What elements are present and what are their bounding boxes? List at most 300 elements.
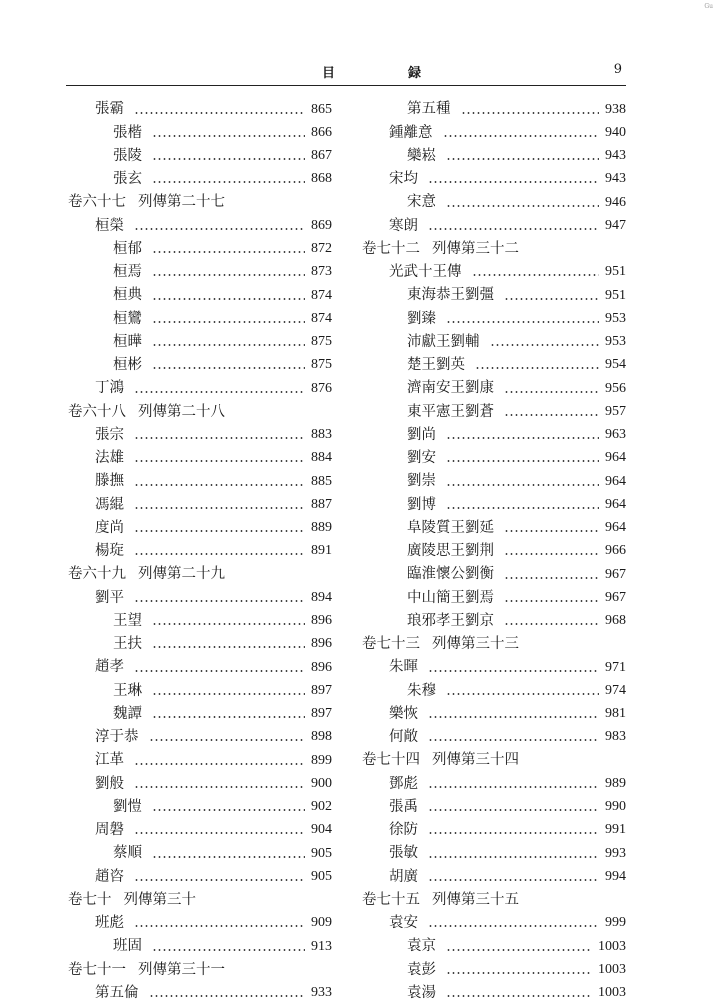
entry-page-number: 951 xyxy=(605,287,626,303)
entry-page-number: 990 xyxy=(605,799,626,815)
chapter-title: 列傳第三十四 xyxy=(432,752,519,769)
toc-entry[interactable] xyxy=(362,98,626,121)
entry-name: 寒朗 xyxy=(389,217,418,234)
entry-page-number: 968 xyxy=(605,613,626,629)
dot-leader xyxy=(504,414,599,416)
dot-leader xyxy=(446,321,599,323)
entry-page-number: 951 xyxy=(605,264,626,280)
dot-leader xyxy=(428,739,599,741)
dot-leader xyxy=(152,298,305,300)
toc-entry[interactable] xyxy=(68,145,332,168)
page-title: 目 録 xyxy=(322,66,452,81)
dot-leader xyxy=(152,949,305,951)
entry-page-number: 993 xyxy=(605,845,626,861)
dot-leader xyxy=(504,577,599,579)
entry-name: 法雄 xyxy=(95,450,124,467)
entry-page-number: 897 xyxy=(311,706,332,722)
chapter-title: 列傳第三十五 xyxy=(432,891,519,908)
entry-page-number: 874 xyxy=(311,310,332,326)
toc-column-left xyxy=(68,98,332,1005)
entry-name: 滕撫 xyxy=(95,473,124,490)
entry-page-number: 899 xyxy=(311,752,332,768)
toc-entry[interactable] xyxy=(68,261,332,284)
entry-name: 袁彭 xyxy=(407,961,436,978)
entry-name: 蔡順 xyxy=(113,845,142,862)
chapter-title: 列傳第二十七 xyxy=(138,194,225,211)
dot-leader xyxy=(443,135,600,137)
dot-leader xyxy=(428,670,599,672)
chapter-title: 列傳第三十二 xyxy=(432,240,519,257)
entry-page-number: 896 xyxy=(311,613,332,629)
toc-entry[interactable] xyxy=(362,470,626,493)
entry-page-number: 964 xyxy=(605,520,626,536)
entry-name: 周磐 xyxy=(95,822,124,839)
entry-page-number: 866 xyxy=(311,124,332,140)
entry-page-number: 964 xyxy=(605,473,626,489)
entry-page-number: 957 xyxy=(605,403,626,419)
dot-leader xyxy=(504,623,599,625)
toc-entry[interactable] xyxy=(362,121,626,144)
dot-leader xyxy=(446,949,592,951)
chapter-heading xyxy=(362,749,626,772)
entry-name: 張楷 xyxy=(113,124,142,141)
dot-leader xyxy=(446,437,599,439)
dot-leader xyxy=(134,460,305,462)
toc-entry[interactable] xyxy=(68,214,332,237)
entry-name: 劉愷 xyxy=(113,798,142,815)
entry-page-number: 897 xyxy=(311,682,332,698)
header-rule xyxy=(66,85,626,86)
toc-entry[interactable] xyxy=(68,796,332,819)
entry-name: 丁鴻 xyxy=(95,380,124,397)
dot-leader xyxy=(152,344,305,346)
entry-page-number: 964 xyxy=(605,496,626,512)
toc-entry[interactable] xyxy=(362,982,626,1005)
toc-entry[interactable] xyxy=(362,610,626,633)
entry-page-number: 999 xyxy=(605,915,626,931)
entry-page-number: 872 xyxy=(311,241,332,257)
entry-name: 第五種 xyxy=(407,101,451,118)
dot-leader xyxy=(152,251,305,253)
entry-name: 魏譚 xyxy=(113,705,142,722)
entry-name: 鍾離意 xyxy=(389,124,433,141)
dot-leader xyxy=(134,832,305,834)
page-number: 9 xyxy=(613,62,622,77)
toc-entry[interactable] xyxy=(362,354,626,377)
dot-leader xyxy=(152,274,305,276)
entry-name: 樂恢 xyxy=(389,705,418,722)
toc-entry[interactable] xyxy=(362,865,626,888)
entry-page-number: 967 xyxy=(605,589,626,605)
entry-name: 桓典 xyxy=(113,287,142,304)
entry-name: 鄧彪 xyxy=(389,775,418,792)
chapter-heading xyxy=(362,633,626,656)
chapter-volume: 卷七十三 xyxy=(362,636,420,653)
dot-leader xyxy=(428,181,599,183)
entry-page-number: 946 xyxy=(605,194,626,210)
entry-name: 張霸 xyxy=(95,101,124,118)
dot-leader xyxy=(134,925,305,927)
entry-name: 王琳 xyxy=(113,682,142,699)
entry-page-number: 887 xyxy=(311,496,332,512)
toc-entry[interactable] xyxy=(68,540,332,563)
dot-leader xyxy=(446,972,592,974)
entry-page-number: 943 xyxy=(605,148,626,164)
chapter-volume: 卷七十二 xyxy=(362,240,420,257)
chapter-volume: 卷七十四 xyxy=(362,752,420,769)
entry-name: 東海恭王劉彊 xyxy=(407,287,494,304)
entry-page-number: 989 xyxy=(605,775,626,791)
entry-page-number: 883 xyxy=(311,427,332,443)
dot-leader xyxy=(152,646,305,648)
entry-name: 東平憲王劉蒼 xyxy=(407,403,494,420)
dot-leader xyxy=(428,809,599,811)
entry-name: 第五倫 xyxy=(95,984,139,1001)
dot-leader xyxy=(152,135,305,137)
dot-leader xyxy=(446,484,599,486)
entry-page-number: 875 xyxy=(311,357,332,373)
chapter-heading xyxy=(68,889,332,912)
toc-column-right xyxy=(362,98,626,1005)
entry-name: 沛獻王劉輔 xyxy=(407,333,480,350)
entry-page-number: 974 xyxy=(605,682,626,698)
entry-name: 劉崇 xyxy=(407,473,436,490)
dot-leader xyxy=(461,112,600,114)
dot-leader xyxy=(152,321,305,323)
toc-entry[interactable] xyxy=(68,703,332,726)
toc-entry[interactable] xyxy=(68,610,332,633)
dot-leader xyxy=(504,298,599,300)
entry-name: 廣陵思王劉荆 xyxy=(407,543,494,560)
toc-entry[interactable] xyxy=(68,749,332,772)
entry-page-number: 1003 xyxy=(598,938,626,954)
chapter-heading xyxy=(68,400,332,423)
entry-page-number: 981 xyxy=(605,706,626,722)
dot-leader xyxy=(152,809,305,811)
entry-page-number: 896 xyxy=(311,636,332,652)
entry-page-number: 874 xyxy=(311,287,332,303)
entry-name: 朱暉 xyxy=(389,659,418,676)
entry-page-number: 963 xyxy=(605,427,626,443)
entry-page-number: 869 xyxy=(311,217,332,233)
entry-name: 楚王劉英 xyxy=(407,357,465,374)
toc-entry[interactable] xyxy=(68,168,332,191)
entry-page-number: 967 xyxy=(605,566,626,582)
dot-leader xyxy=(475,367,599,369)
toc-entry[interactable] xyxy=(362,540,626,563)
entry-name: 張敏 xyxy=(389,845,418,862)
toc-entry[interactable] xyxy=(362,958,626,981)
entry-page-number: 966 xyxy=(605,543,626,559)
toc-entry[interactable] xyxy=(362,679,626,702)
entry-name: 欒崧 xyxy=(407,147,436,164)
toc-entry[interactable] xyxy=(362,586,626,609)
entry-name: 劉般 xyxy=(95,775,124,792)
chapter-title: 列傳第三十三 xyxy=(432,636,519,653)
toc-entry[interactable] xyxy=(68,865,332,888)
entry-name: 琅邪孝王劉京 xyxy=(407,612,494,629)
entry-page-number: 896 xyxy=(311,659,332,675)
toc-entry[interactable] xyxy=(362,284,626,307)
entry-page-number: 971 xyxy=(605,659,626,675)
toc-entry[interactable] xyxy=(362,563,626,586)
toc-entry[interactable] xyxy=(362,726,626,749)
toc-entry[interactable] xyxy=(362,935,626,958)
entry-name: 張玄 xyxy=(113,171,142,188)
entry-page-number: 913 xyxy=(311,938,332,954)
chapter-volume: 卷六十七 xyxy=(68,194,126,211)
entry-name: 度尚 xyxy=(95,519,124,536)
entry-page-number: 933 xyxy=(311,985,332,1001)
toc-entry[interactable] xyxy=(68,447,332,470)
chapter-volume: 卷六十九 xyxy=(68,566,126,583)
dot-leader xyxy=(490,344,600,346)
entry-page-number: 904 xyxy=(311,822,332,838)
dot-leader xyxy=(446,460,599,462)
entry-name: 袁安 xyxy=(389,915,418,932)
entry-name: 劉尚 xyxy=(407,426,436,443)
entry-name: 趙孝 xyxy=(95,659,124,676)
dot-leader xyxy=(152,367,305,369)
dot-leader xyxy=(134,507,305,509)
toc-entry[interactable] xyxy=(68,354,332,377)
toc-entry[interactable] xyxy=(68,517,332,540)
entry-page-number: 909 xyxy=(311,915,332,931)
entry-page-number: 938 xyxy=(605,101,626,117)
toc-entry[interactable] xyxy=(68,656,332,679)
dot-leader xyxy=(134,391,305,393)
toc-entry[interactable] xyxy=(68,238,332,261)
toc-entry[interactable] xyxy=(68,424,332,447)
chapter-title: 列傳第二十九 xyxy=(138,566,225,583)
dot-leader xyxy=(152,856,305,858)
dot-leader xyxy=(428,856,599,858)
dot-leader xyxy=(446,507,599,509)
dot-leader xyxy=(134,670,305,672)
dot-leader xyxy=(504,391,599,393)
toc-entry[interactable] xyxy=(362,493,626,516)
entry-name: 何敞 xyxy=(389,729,418,746)
toc-entry[interactable] xyxy=(68,935,332,958)
toc-entry[interactable] xyxy=(362,796,626,819)
dot-leader xyxy=(446,205,599,207)
toc-entry[interactable] xyxy=(68,842,332,865)
entry-page-number: 898 xyxy=(311,729,332,745)
entry-name: 中山簡王劉焉 xyxy=(407,589,494,606)
toc-entry[interactable] xyxy=(68,470,332,493)
dot-leader xyxy=(134,228,305,230)
toc-entry[interactable] xyxy=(68,982,332,1005)
dot-leader xyxy=(504,553,599,555)
entry-page-number: 994 xyxy=(605,868,626,884)
entry-page-number: 873 xyxy=(311,264,332,280)
toc-entry[interactable] xyxy=(362,517,626,540)
dot-leader xyxy=(134,112,305,114)
entry-name: 宋意 xyxy=(407,194,436,211)
dot-leader xyxy=(149,739,306,741)
dot-leader xyxy=(428,832,599,834)
dot-leader xyxy=(134,786,305,788)
dot-leader xyxy=(504,600,599,602)
dot-leader xyxy=(152,158,305,160)
dot-leader xyxy=(472,274,600,276)
toc-entry[interactable] xyxy=(362,214,626,237)
entry-name: 江革 xyxy=(95,752,124,769)
entry-page-number: 947 xyxy=(605,217,626,233)
toc-entry[interactable] xyxy=(68,726,332,749)
entry-name: 劉平 xyxy=(95,589,124,606)
entry-name: 張禹 xyxy=(389,798,418,815)
chapter-volume: 卷七十 xyxy=(68,891,112,908)
toc-entry[interactable] xyxy=(68,307,332,330)
dot-leader xyxy=(446,995,592,997)
entry-name: 王扶 xyxy=(113,636,142,653)
chapter-title: 列傳第二十八 xyxy=(138,403,225,420)
entry-page-number: 865 xyxy=(311,101,332,117)
entry-page-number: 867 xyxy=(311,148,332,164)
entry-page-number: 900 xyxy=(311,775,332,791)
toc-entry[interactable] xyxy=(68,679,332,702)
entry-name: 劉博 xyxy=(407,496,436,513)
toc-entry[interactable] xyxy=(68,586,332,609)
toc-entry[interactable] xyxy=(362,331,626,354)
entry-name: 劉臻 xyxy=(407,310,436,327)
chapter-title: 列傳第三十一 xyxy=(138,961,225,978)
toc-entry[interactable] xyxy=(362,842,626,865)
toc-entry[interactable] xyxy=(362,772,626,795)
entry-page-number: 954 xyxy=(605,357,626,373)
entry-page-number: 940 xyxy=(605,124,626,140)
toc-entry[interactable] xyxy=(362,400,626,423)
entry-name: 班彪 xyxy=(95,915,124,932)
toc-entry[interactable] xyxy=(362,307,626,330)
toc-entry[interactable] xyxy=(68,912,332,935)
chapter-title: 列傳第三十 xyxy=(123,891,196,908)
entry-page-number: 905 xyxy=(311,868,332,884)
entry-name: 桓焉 xyxy=(113,264,142,281)
toc-entry[interactable] xyxy=(362,447,626,470)
entry-page-number: 964 xyxy=(605,450,626,466)
entry-name: 桓曄 xyxy=(113,333,142,350)
entry-page-number: 894 xyxy=(311,589,332,605)
entry-page-number: 885 xyxy=(311,473,332,489)
entry-page-number: 891 xyxy=(311,543,332,559)
dot-leader xyxy=(428,228,599,230)
toc-entry[interactable] xyxy=(362,145,626,168)
toc-entry[interactable] xyxy=(362,656,626,679)
chapter-volume: 卷六十八 xyxy=(68,403,126,420)
entry-page-number: 868 xyxy=(311,171,332,187)
toc-entry[interactable] xyxy=(68,772,332,795)
toc-entry[interactable] xyxy=(68,331,332,354)
dot-leader xyxy=(152,623,305,625)
entry-name: 阜陵質王劉延 xyxy=(407,519,494,536)
entry-name: 劉安 xyxy=(407,450,436,467)
chapter-heading xyxy=(362,238,626,261)
entry-name: 光武十王傳 xyxy=(389,264,462,281)
chapter-heading xyxy=(68,958,332,981)
toc-entry[interactable] xyxy=(362,377,626,400)
dot-leader xyxy=(134,600,305,602)
toc-entry[interactable] xyxy=(68,121,332,144)
entry-page-number: 902 xyxy=(311,799,332,815)
entry-name: 桓彬 xyxy=(113,357,142,374)
dot-leader xyxy=(152,716,305,718)
chapter-heading xyxy=(362,889,626,912)
chapter-volume: 卷七十一 xyxy=(68,961,126,978)
dot-leader xyxy=(446,693,599,695)
dot-leader xyxy=(428,925,599,927)
toc-entry[interactable] xyxy=(68,493,332,516)
dot-leader xyxy=(446,158,599,160)
dot-leader xyxy=(152,181,305,183)
entry-page-number: 905 xyxy=(311,845,332,861)
entry-name: 桓郁 xyxy=(113,240,142,257)
entry-name: 濟南安王劉康 xyxy=(407,380,494,397)
toc-entry[interactable] xyxy=(362,191,626,214)
dot-leader xyxy=(134,553,305,555)
entry-page-number: 1003 xyxy=(598,985,626,1001)
toc-entry[interactable] xyxy=(362,168,626,191)
toc-entry[interactable] xyxy=(362,261,626,284)
entry-name: 徐防 xyxy=(389,822,418,839)
dot-leader xyxy=(134,530,305,532)
chapter-heading xyxy=(68,191,332,214)
entry-page-number: 943 xyxy=(605,171,626,187)
dot-leader xyxy=(149,995,306,997)
dot-leader xyxy=(428,716,599,718)
dot-leader xyxy=(134,437,305,439)
entry-name: 袁湯 xyxy=(407,984,436,1001)
dot-leader xyxy=(428,879,599,881)
entry-name: 張宗 xyxy=(95,426,124,443)
entry-name: 朱穆 xyxy=(407,682,436,699)
dot-leader xyxy=(134,763,305,765)
toc-entry[interactable] xyxy=(362,819,626,842)
toc-entry[interactable] xyxy=(68,633,332,656)
entry-page-number: 1003 xyxy=(598,961,626,977)
toc-entry[interactable] xyxy=(362,912,626,935)
entry-page-number: 953 xyxy=(605,334,626,350)
entry-name: 臨淮懷公劉衡 xyxy=(407,566,494,583)
dot-leader xyxy=(504,530,599,532)
entry-name: 桓榮 xyxy=(95,217,124,234)
dot-leader xyxy=(134,484,305,486)
entry-name: 張陵 xyxy=(113,147,142,164)
entry-page-number: 953 xyxy=(605,310,626,326)
entry-name: 桓鸞 xyxy=(113,310,142,327)
entry-name: 淳于恭 xyxy=(95,729,139,746)
page-header xyxy=(66,58,626,86)
toc-entry[interactable] xyxy=(362,424,626,447)
entry-name: 胡廣 xyxy=(389,868,418,885)
toc-entry[interactable] xyxy=(68,98,332,121)
entry-page-number: 991 xyxy=(605,822,626,838)
entry-name: 趙咨 xyxy=(95,868,124,885)
entry-page-number: 983 xyxy=(605,729,626,745)
corner-mark: Gu xyxy=(704,3,713,10)
entry-name: 馮緄 xyxy=(95,496,124,513)
toc-entry[interactable] xyxy=(362,703,626,726)
entry-page-number: 889 xyxy=(311,520,332,536)
dot-leader xyxy=(152,693,305,695)
entry-page-number: 884 xyxy=(311,450,332,466)
toc-entry[interactable] xyxy=(68,819,332,842)
toc-entry[interactable] xyxy=(68,284,332,307)
dot-leader xyxy=(134,879,305,881)
toc-entry[interactable] xyxy=(68,377,332,400)
entry-name: 班固 xyxy=(113,938,142,955)
